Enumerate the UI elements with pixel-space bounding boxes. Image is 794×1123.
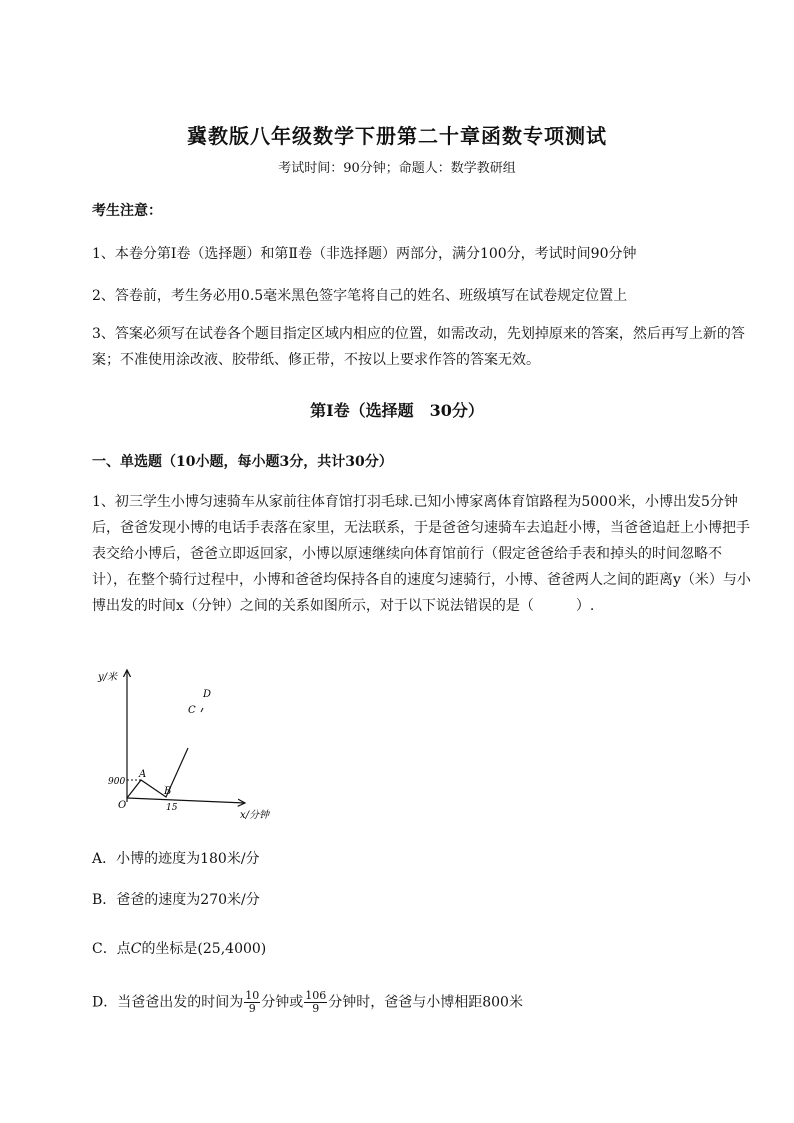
point-a-label: A — [139, 769, 147, 780]
point-d-label: D — [203, 689, 212, 700]
point-b-label: B — [164, 786, 172, 797]
notice-heading: 考生注意： — [92, 203, 162, 219]
origin-label: O — [118, 800, 127, 811]
notice-item-1: 1、本卷分第I卷（选择题）和第Ⅱ卷（非选择题）两部分，满分100分，考试时间90分钟 — [92, 246, 637, 262]
notice-item-2: 2、答卷前，考生务必用0.5毫米黑色签字笔将自己的姓名、班级填写在试卷规定位置上 — [92, 288, 628, 304]
option-d-suffix: 分钟时，爸爸与小博相距800米 — [328, 994, 523, 1011]
exam-info: 考试时间：90分钟；命题人：数学教研组 — [278, 161, 516, 176]
tick-900: 900 — [108, 777, 126, 787]
fraction-10-9: $\frac{10}{9}$ — [245, 989, 260, 1015]
question-1-graph — [90, 660, 270, 830]
x-axis — [127, 798, 245, 803]
segment-cd — [201, 708, 203, 712]
x-axis-label: x/分钟 — [240, 810, 270, 821]
graph-polyline — [127, 748, 188, 798]
y-axis-label: y/米 — [98, 672, 118, 683]
fraction-106-9: $\frac{106}{9}$ — [305, 989, 327, 1015]
option-c-suffix: 的坐标是(25,4000) — [141, 941, 267, 957]
option-d-prefix: D．当爸爸出发的时间为 — [92, 994, 244, 1011]
section-title: 第I卷（选择题 30分） — [310, 401, 484, 420]
question-1-stem: 1、初三学生小博匀速骑车从家前往体育馆打羽毛球.已知小博家离体育馆路程为5000米，小博出发5分钟后，爸爸发现小博的电话手表落在家里，无法联系，于是爸爸匀速骑车去追赶小博，当爸爸追赶上小博把手表交给小博后，爸爸立即返回家，小博以原速继续向体育馆前行（假定爸爸给手表和掉头的时间忽略不计），在整个骑行过程中，小博和爸爸均保持各自的速度匀速骑行，小博、爸爸两人之间的距离y（米）与小博出发的时间x（分钟）之间的关系如图所示，对于以下说法错误的是（ ）. — [92, 494, 751, 614]
option-c — [92, 938, 266, 958]
point-c-label: C — [188, 705, 196, 716]
option-d-mid: 分钟或 — [261, 994, 304, 1011]
notice-item-3: 3、答案必须写在试卷各个题目指定区域内相应的位置，如需改动，先划掉原来的答案，然后再写上新的答案；不准使用涂改液、胶带纸、修正带，不按以上要求作答的答案无效。 — [92, 326, 745, 368]
page-title: 冀教版八年级数学下册第二十章函数专项测试 — [187, 124, 607, 148]
option-c-var: C — [130, 941, 142, 957]
tick-15: 15 — [166, 803, 178, 813]
option-c-prefix: C．点 — [92, 941, 131, 957]
option-b: B．爸爸的速度为270米/分 — [92, 892, 260, 908]
part-heading: 一、单选题（10小题，每小题3分，共计30分） — [92, 454, 393, 470]
option-a: A．小博的迹度为180米/分 — [92, 851, 260, 867]
option-d — [92, 990, 523, 1015]
